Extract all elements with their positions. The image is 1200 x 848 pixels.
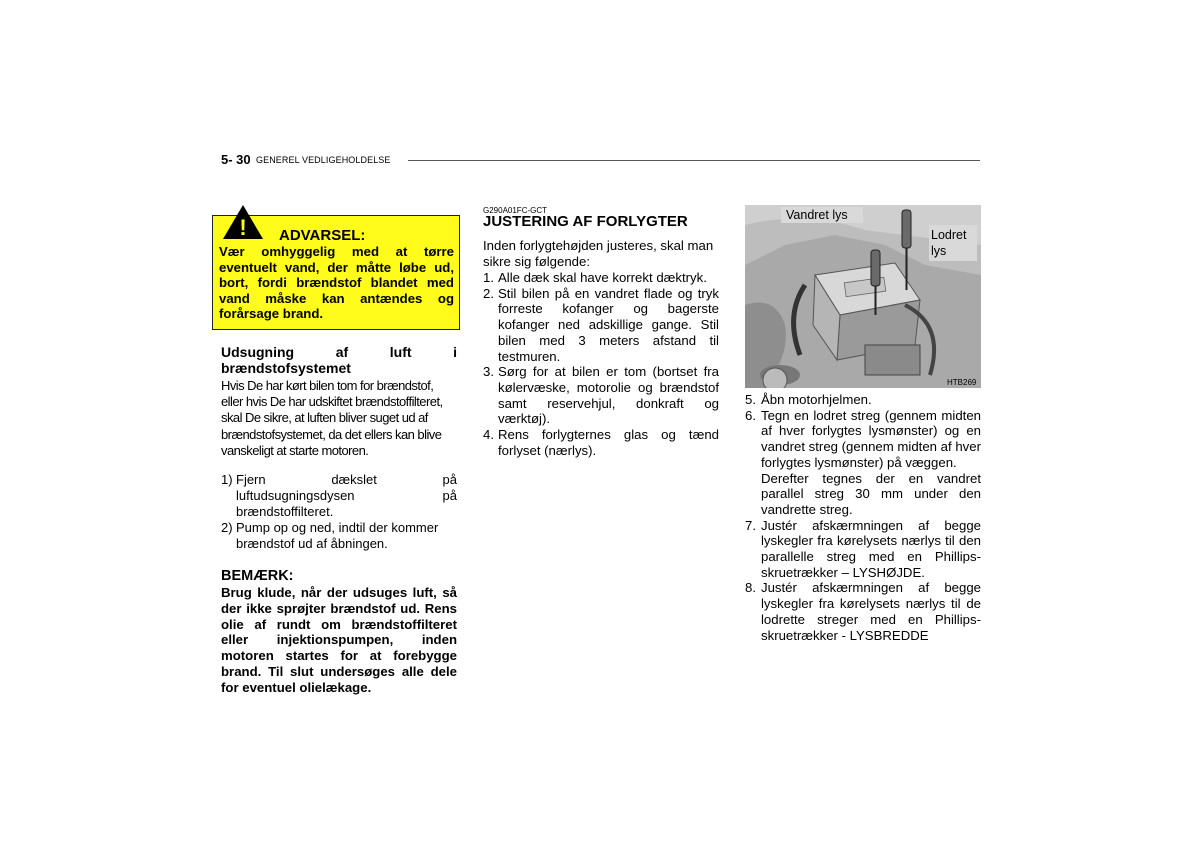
purge-heading-word: af <box>335 344 349 360</box>
purge-heading-word: Udsugning <box>221 344 295 360</box>
section-title: GENEREL VEDLIGEHOLDELSE <box>256 155 391 165</box>
headlamp-steps-list <box>483 270 719 458</box>
step-text: Sørg for at bilen er tom (bortset fra kølervæske, motorolie og brændstof samt reservehjul, donkraft og værktøj). <box>498 364 719 427</box>
step-text <box>236 472 457 520</box>
step-number: 5. <box>745 392 756 407</box>
purge-heading-line1 <box>221 344 457 360</box>
headlamp-heading: JUSTERING AF FORLYGTER <box>483 213 688 230</box>
step-extra-text: Derefter tegnes der en vandret parallel streg 30 mm under den vandrette streg. <box>761 470 981 517</box>
figure-label-horizontal: Vandret lys <box>786 208 848 222</box>
headlamp-intro: Inden forlygtehøjden justeres, skal man sikre sig følgende: <box>483 238 714 269</box>
step-number: 2) <box>221 520 233 535</box>
step-text: Justér afskærmningen af begge lyskegler fra kørelysets nærlys til de lodrette streger med en Phillips-skruetrækker - LYSBREDDE <box>761 580 981 643</box>
warning-title: ADVARSEL: <box>279 227 366 244</box>
note-heading: BEMÆRK: <box>221 568 294 584</box>
step-number: 7. <box>745 517 756 533</box>
step-text: Rens forlygternes glas og tænd forlyset (nærlys). <box>498 427 719 458</box>
note-text: Brug klude, når der udsuges luft, så der ikke sprøjter brændstof ud. Rens olie af rundt om brændstoffilteret eller injektionspumpen, inden motoren startes for at forebygge brand. Til slut undersøges alle dele for eventuel olielækage. <box>221 585 457 695</box>
list-item <box>483 270 719 286</box>
purge-heading <box>221 344 457 376</box>
list-item <box>745 408 981 471</box>
list-item <box>745 580 981 643</box>
step-number: 1. <box>483 270 494 285</box>
step-number: 3. <box>483 364 494 380</box>
warning-text: Vær omhyggelig med at tørre eventuelt vand, der måtte løbe ud, bort, fordi brændstof blandet med vand måske kan antændes og forårsage brand. <box>219 244 454 322</box>
step-line: luftudsugningsdysen på <box>236 488 457 503</box>
list-item <box>745 392 981 408</box>
purge-heading-line2: brændstofsystemet <box>221 360 351 376</box>
step-text: Stil bilen på en vandret flade og tryk forreste kofanger og bagerste kofanger ned adskillige gange. Stil bilen med 3 meters afstand til testmuren. <box>498 285 719 364</box>
warning-triangle-icon <box>222 204 264 240</box>
step-line: Fjern dækslet på <box>236 472 457 487</box>
step-text: Justér afskærmningen af begge lyskegler fra kørelysets nærlys til den parallelle streg med en Phillips-skruetrækker – LYSHØJDE. <box>761 517 981 580</box>
purge-heading-word: i <box>453 344 457 360</box>
right-steps-list <box>745 392 981 643</box>
step-number: 6. <box>745 407 756 423</box>
step-number: 4. <box>483 427 494 443</box>
list-item <box>483 286 719 365</box>
step-text: Alle dæk skal have korrekt dæktryk. <box>498 270 707 285</box>
list-item <box>483 364 719 427</box>
purge-steps-list <box>221 472 457 552</box>
purge-heading-word: luft <box>389 344 412 360</box>
section-code: G290A01FC-GCT <box>483 206 548 215</box>
step-line: brændstoffilteret. <box>236 504 334 519</box>
list-item <box>221 472 457 520</box>
step-number: 2. <box>483 285 494 301</box>
header-divider <box>408 160 980 161</box>
list-item <box>483 427 719 458</box>
list-item <box>745 518 981 581</box>
figure-code: HTB269 <box>947 378 977 387</box>
page-number: 5- 30 <box>221 152 251 167</box>
step-number: 1) <box>221 472 233 487</box>
step-number: 8. <box>745 580 756 596</box>
step-text: Åbn motorhjelmen. <box>761 392 872 407</box>
warning-exclamation: ! <box>239 215 247 240</box>
step-text: Tegn en lodret streg (gennem midten af hver forlygtes lysmønster) og en vandret streg (gennem midten af hver forlygtes lysmønster) på væggen. <box>761 407 981 470</box>
list-item <box>221 520 457 552</box>
figure-label-vertical: Lodret lys <box>931 228 967 258</box>
purge-body-text: Hvis De har kørt bilen tom for brændstof, eller hvis De har udskiftet brændstoffilteret, skal De sikre, at luften bliver suget ud af brændstofsystemet, da det ellers kan blive vanskeligt at starte motoren. <box>221 378 443 458</box>
step-text: Pump op og ned, indtil der kommer brændstof ud af åbningen. <box>236 520 439 551</box>
